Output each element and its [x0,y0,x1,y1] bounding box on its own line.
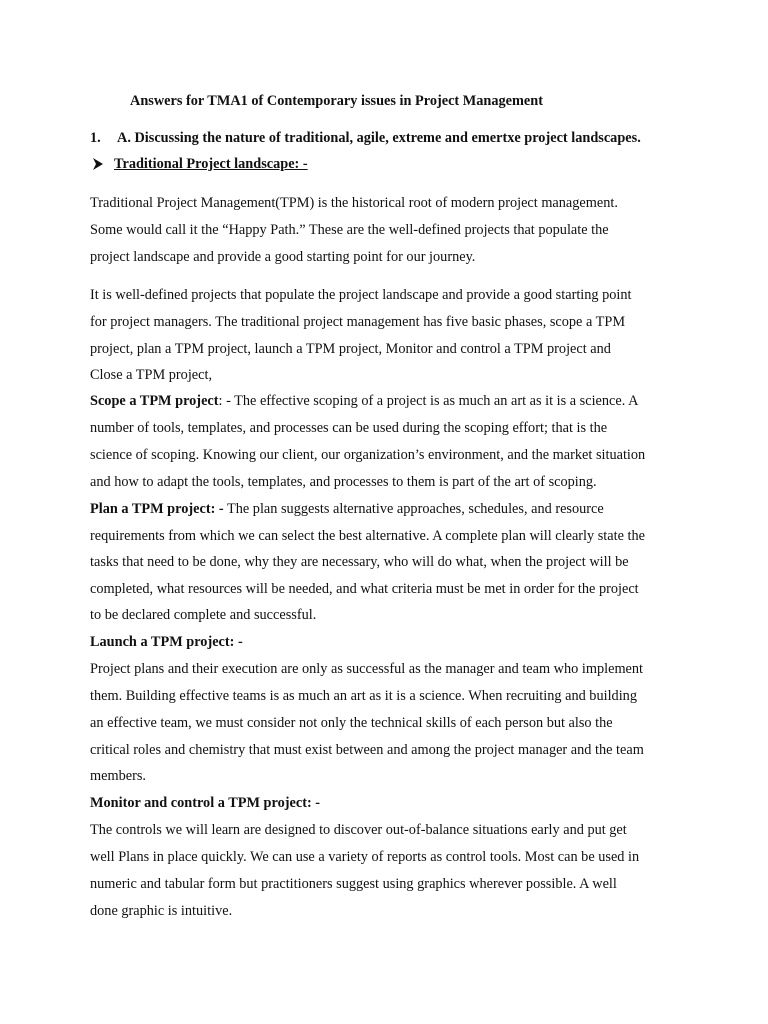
scope-first-line [90,392,638,410]
plan-label: Plan a TPM project: - [90,501,224,517]
monitor-line: The controls we will learn are designed to discover out-of-balance situations early and put get [90,822,627,838]
plan-line: completed, what resources will be needed, and what criteria must be met in order for the project [90,581,639,597]
para2-line: It is well-defined projects that populate the project landscape and provide a good starting point [90,287,632,303]
para2-line: project, plan a TPM project, launch a TPM project, Monitor and control a TPM project and [90,341,611,357]
arrow-bullet-icon [92,156,104,172]
plan-line: tasks that need to be done, why they are necessary, who will do what, when the project will be [90,554,629,570]
question-text: A. Discussing the nature of traditional, agile, extreme and emertxe project landscapes. [117,130,641,146]
launch-line: an effective team, we must consider not only the technical skills of each person but also the [90,715,613,731]
para2-line: for project managers. The traditional project management has five basic phases, scope a TPM [90,314,626,330]
launch-line: critical roles and chemistry that must exist between and among the project manager and the team [90,742,644,758]
scope-text: : - The effective scoping of a project is as much an art as it is a science. A [218,393,639,409]
monitor-line: done graphic is intuitive. [90,903,233,919]
plan-text: The plan suggests alternative approaches, schedules, and resource [223,501,604,517]
para1-line: Some would call it the “Happy Path.” These are the well-defined projects that populate the [90,222,609,238]
para1-line: Traditional Project Management(TPM) is the historical root of modern project management. [90,195,618,211]
document-title: Answers for TMA1 of Contemporary issues in Project Management [130,93,543,109]
scope-line: and how to adapt the tools, templates, and processes to them is part of the art of scoping. [90,474,597,490]
question-number: 1. [90,130,101,146]
launch-line: members. [90,768,146,784]
scope-line: science of scoping. Knowing our client, our organization’s environment, and the market situation [90,447,646,463]
plan-line: requirements from which we can select the best alternative. A complete plan will clearly state the [90,528,645,544]
plan-first-line [90,500,604,518]
monitor-line: numeric and tabular form but practitioners suggest using graphics wherever possible. A well [90,876,617,892]
scope-line: number of tools, templates, and processes can be used during the scoping effort; that is the [90,420,608,436]
para1-line: project landscape and provide a good starting point for our journey. [90,249,476,265]
scope-label: Scope a TPM project [90,393,219,409]
para2-line: Close a TPM project, [90,367,213,383]
section-heading: Traditional Project landscape: - [114,156,308,172]
monitor-label: Monitor and control a TPM project: - [90,795,321,811]
launch-line: Project plans and their execution are only as successful as the manager and team who implement [90,661,644,677]
launch-line: them. Building effective teams is as much an art as it is a science. When recruiting and building [90,688,637,704]
plan-line: to be declared complete and successful. [90,607,317,623]
launch-label: Launch a TPM project: - [90,634,243,650]
monitor-line: well Plans in place quickly. We can use a variety of reports as control tools. Most can be used in [90,849,640,865]
